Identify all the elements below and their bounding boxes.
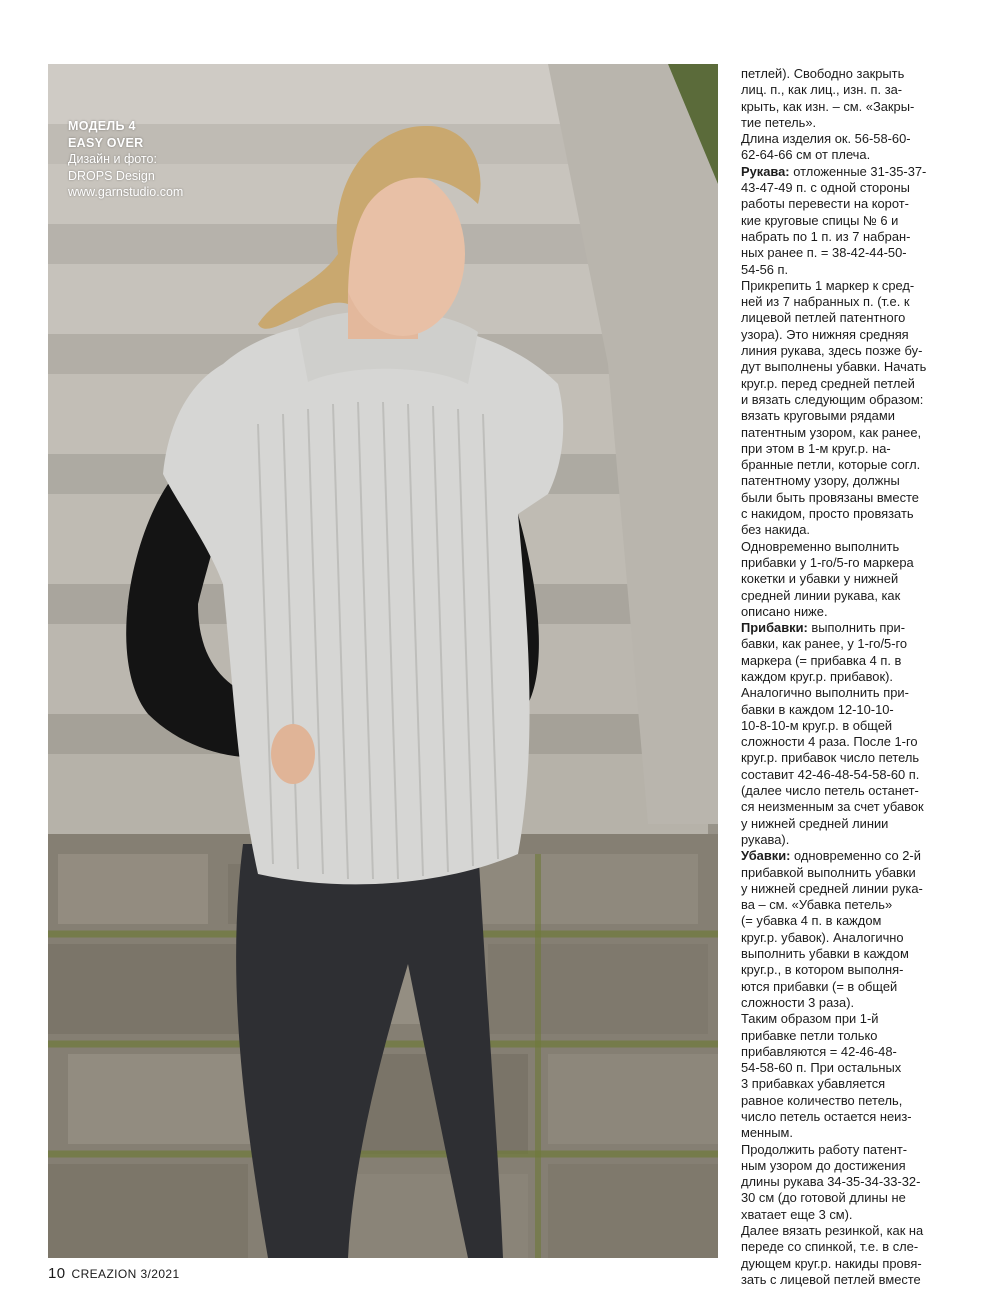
design-credit-name: DROPS Design xyxy=(68,168,155,183)
model-number: МОДЕЛЬ 4 xyxy=(68,119,136,133)
paragraph-sleeves xyxy=(741,164,956,278)
cover-photo xyxy=(48,64,718,1258)
paragraph-decreases xyxy=(741,848,956,1011)
paragraph-stitch-count: Таким образом при 1-й прибавке петли только прибавляются = 42-46-48- 54-58-60 п. При остальных 3 прибавках убавляется равное количество петель, число петель остается неиз- менным. xyxy=(741,1011,912,1141)
model-title: EASY OVER xyxy=(68,135,144,150)
design-credit-website: www.garnstudio.com xyxy=(68,185,184,199)
paragraph-ribbing: Далее вязать резинкой, как на переде со спинкой, т.е. в сле- дующем круг.р. накиды провя- зать с лицевой петлей вместе xyxy=(741,1223,924,1287)
paragraph-simultaneous: Одновременно выполнить прибавки у 1-го/5-го маркера кокетки и убавки у нижней средней линии рукава, как описано ниже. xyxy=(741,538,914,619)
photo-illustration xyxy=(48,64,718,1258)
paragraph-increases xyxy=(741,620,956,848)
decreases-text: одновременно со 2-й прибавкой выполнить убавки у нижней средней линии рука- ва – см. «Убавка петель» (= убавка 4 п. в каждом круг.р. убавок). Аналогично выполнить убавки в каждом круг.р., в котором выполня- ются прибавки (= в общей сложности 3 раза). xyxy=(741,848,923,1010)
photo-caption xyxy=(68,118,183,201)
sleeves-heading: Рукава: xyxy=(741,163,790,179)
page-footer xyxy=(48,1265,180,1282)
increases-text: выполнить при- бавки, как ранее, у 1-го/5-го маркера (= прибавка 4 п. в каждом круг.р. прибавок). Аналогично выполнить при- бавки в каждом 12-10-10- 10-8-10-м круг.р. в общей сложности 4 раза. После 1-го круг.р. прибавок число петель составит 42-46-48-54-58-60 п. (далее число петель останет- ся неизменным за счет убавок у нижней средней линии рукава). xyxy=(741,620,924,847)
pattern-text-column xyxy=(741,66,956,1288)
decreases-heading: Убавки: xyxy=(741,848,791,864)
paragraph-marker: Прикрепить 1 маркер к сред- ней из 7 набранных п. (т.е. к лицевой петлей патентного узора). Это нижняя средняя линия рукава, здесь позже бу- дут выполнены убавки. Начать круг.р. перед средней петлей и вязать следующим образом: вязать круговыми рядами патентным узором, как ранее, при этом в 1-м круг.р. на- бранные петли, которые согл. патентному узору, должны были быть провязаны вместе с накидом, просто провязать без накида. xyxy=(741,277,927,538)
sleeves-text: отложенные 31-35-37- 43-47-49 п. с одной стороны работы перевести на корот- кие круговые спицы № 6 и набрать по 1 п. из 7 набран- ных ранее п. = 38-42-44-50- 54-56 п. xyxy=(741,163,927,277)
paragraph-continue: Продолжить работу патент- ным узором до достижения длины рукава 34-35-34-33-32- 30 см (до готовой длины не хватает еще 3 см). xyxy=(741,1141,921,1222)
magazine-issue: CREAZION 3/2021 xyxy=(71,1267,180,1281)
paragraph-length: Длина изделия ок. 56-58-60- 62-64-66 см от плеча. xyxy=(741,131,911,163)
increases-heading: Прибавки: xyxy=(741,620,808,636)
page-number: 10 xyxy=(48,1265,66,1282)
paragraph-bind-off: петлей). Свободно закрыть лиц. п., как лиц., изн. п. за- крыть, как изн. – см. «Закры- тие петель». xyxy=(741,66,915,130)
design-credit-label: Дизайн и фото: xyxy=(68,152,157,166)
